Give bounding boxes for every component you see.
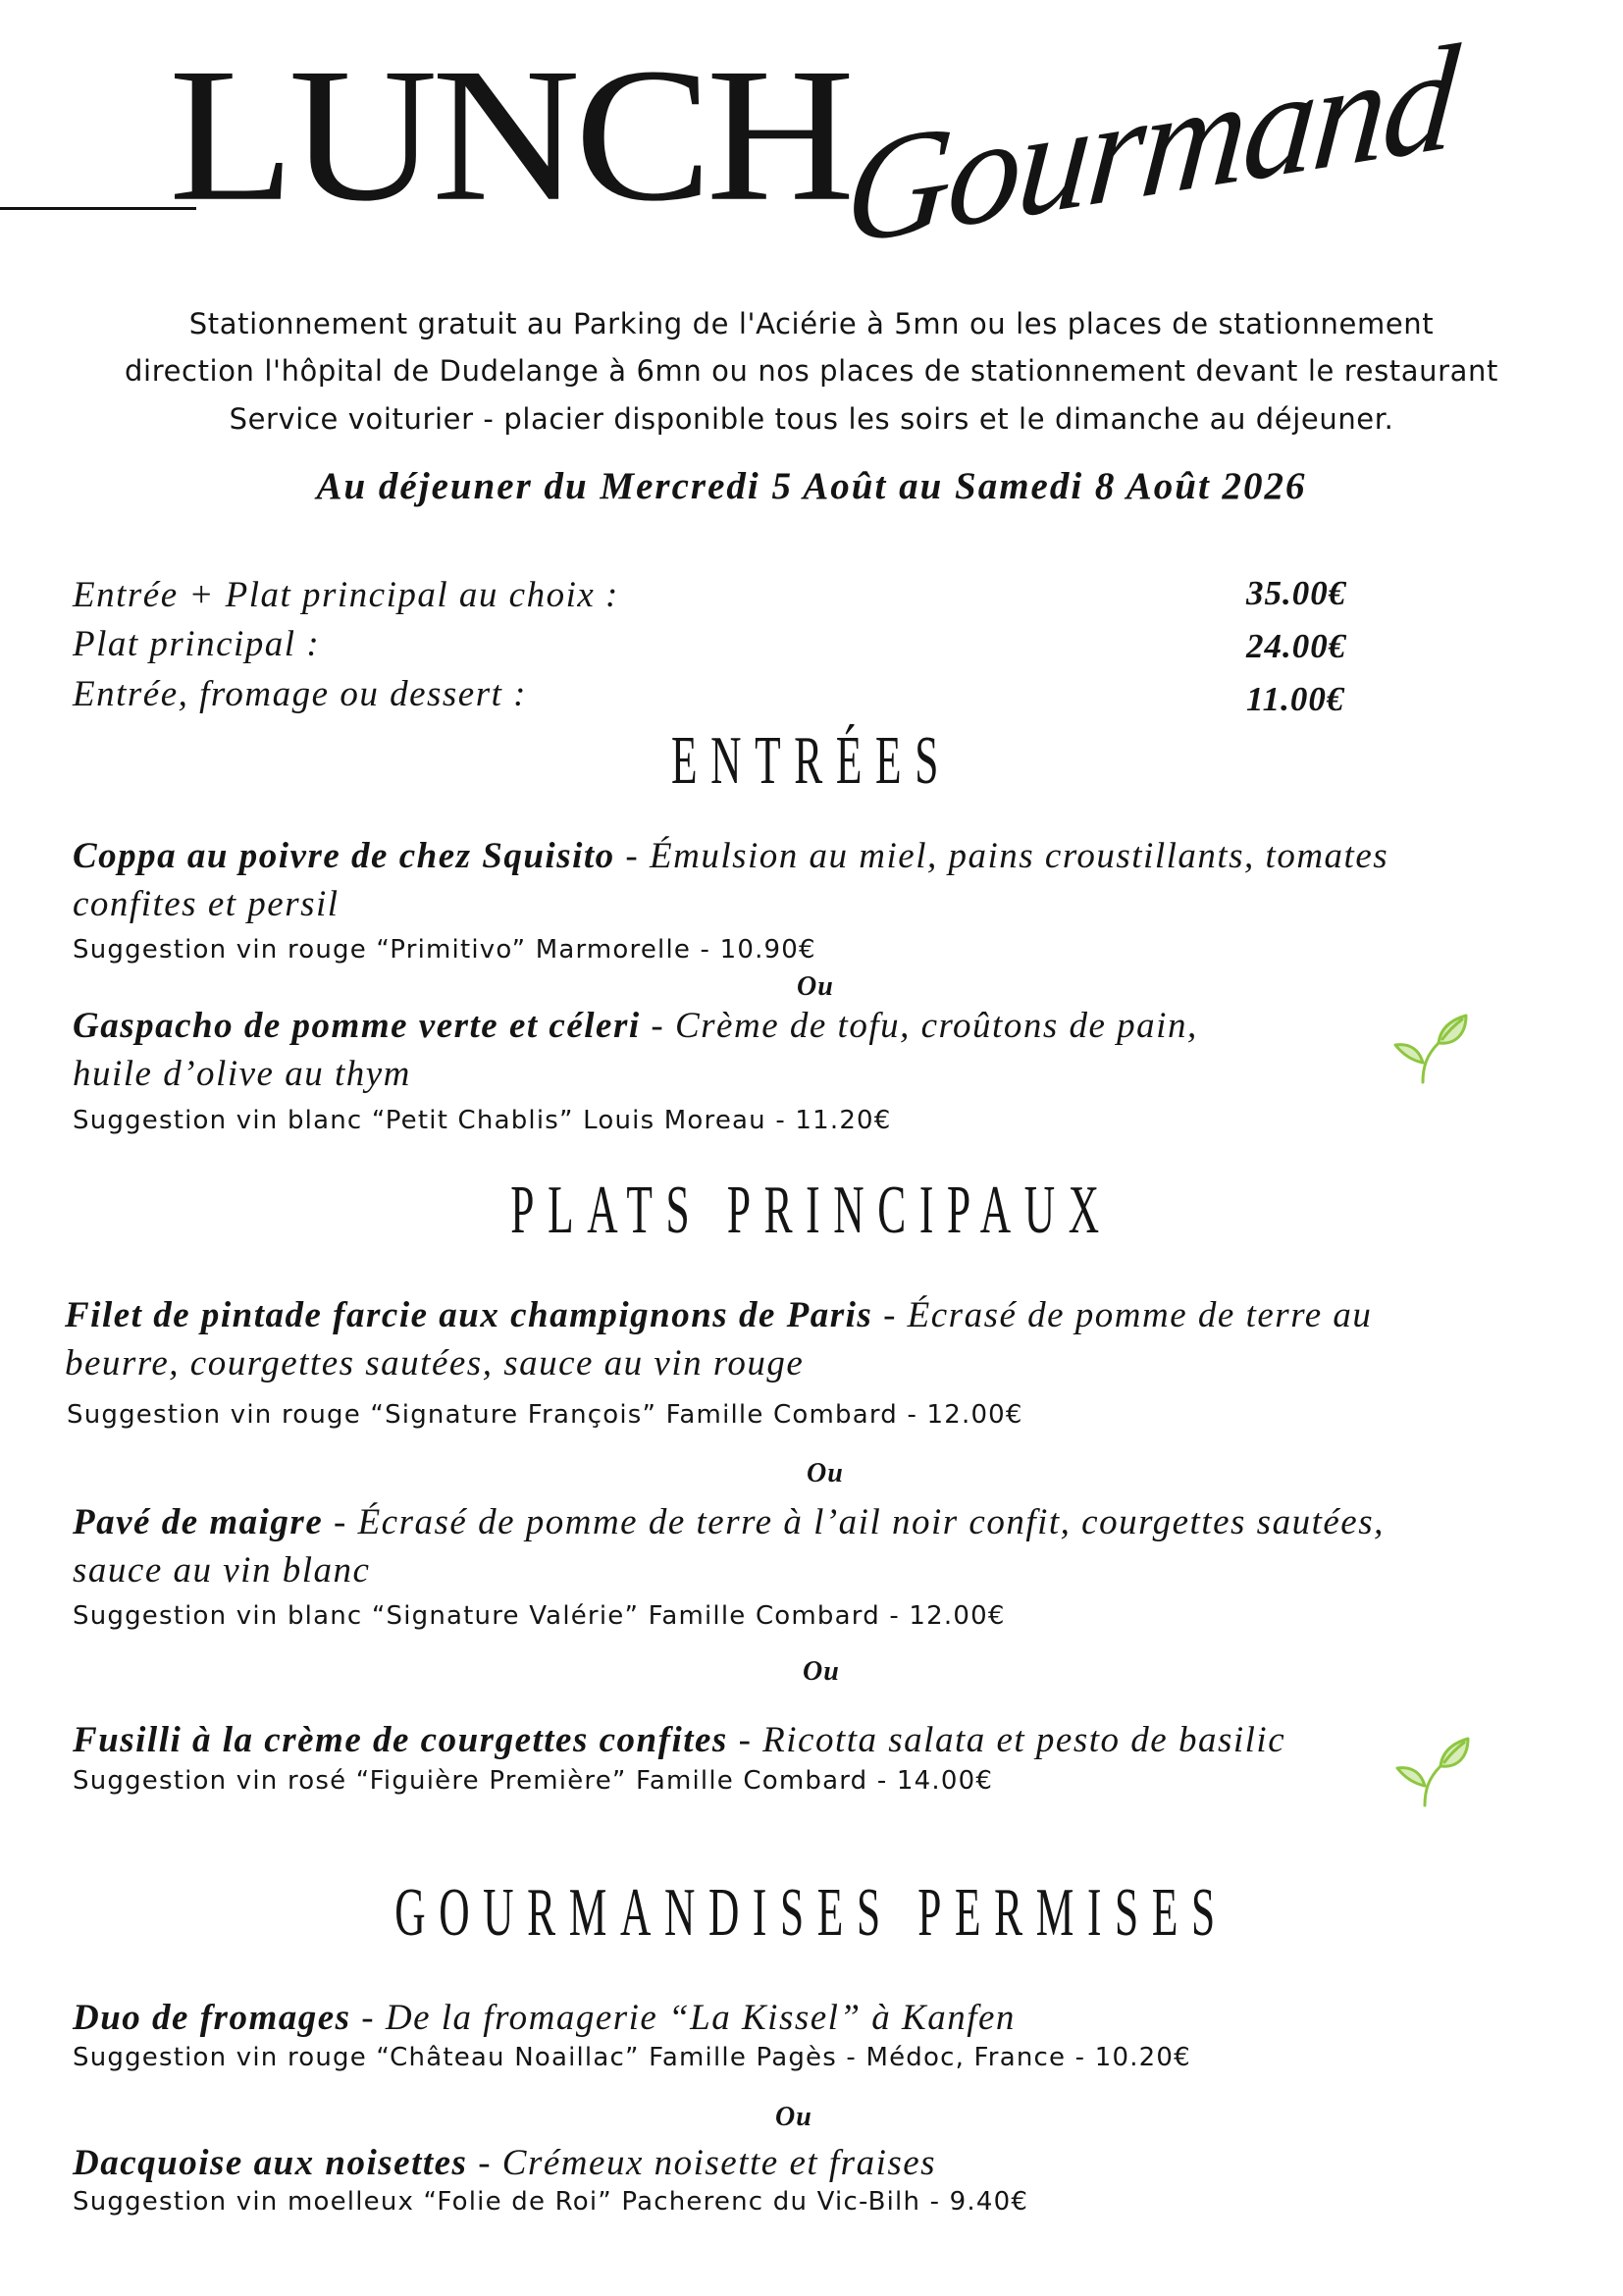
price-label-entree-plat: Entrée + Plat principal au choix : — [73, 575, 619, 615]
section-title-gourmandises: GOURMANDISES PERMISES — [394, 1875, 1229, 1951]
or-separator: Ou — [803, 1656, 840, 1687]
page-subtitle-script: Gourmand — [839, 13, 1462, 278]
dish-plat-3 — [73, 1716, 1535, 1764]
dish-description-cont: sauce au vin blanc — [73, 1550, 371, 1591]
dish-name: Coppa au poivre de chez Squisito — [73, 836, 615, 876]
dish-separator: - — [872, 1295, 908, 1335]
title-rule — [0, 207, 196, 210]
price-label-plat: Plat principal : — [73, 624, 321, 664]
leaf-icon — [1386, 1727, 1474, 1815]
dish-entree-2 — [73, 1002, 1535, 1098]
price-value-entree-plat: 35.00€ — [1246, 574, 1347, 612]
dish-entree-1 — [73, 832, 1535, 928]
price-label-entree-fromage-dessert: Entrée, fromage ou dessert : — [73, 674, 527, 714]
dish-plat-2 — [73, 1498, 1535, 1594]
wine-suggestion: Suggestion vin rouge “Signature François” Famille Combard - 12.00€ — [67, 1400, 1023, 1430]
page-title: LUNCH — [169, 28, 850, 241]
dish-description: Crémeux noisette et fraises — [501, 2143, 937, 2183]
dish-separator: - — [467, 2143, 502, 2183]
or-separator: Ou — [797, 971, 834, 1002]
dish-name: Filet de pintade farcie aux champignons de Paris — [65, 1295, 873, 1335]
dish-description: Crème de tofu, croûtons de pain, — [674, 1006, 1198, 1046]
dish-name: Dacquoise aux noisettes — [73, 2143, 468, 2183]
wine-suggestion: Suggestion vin rouge “Primitivo” Marmorelle - 10.90€ — [73, 935, 816, 965]
wine-suggestion: Suggestion vin blanc “Petit Chablis” Louis Moreau - 11.20€ — [73, 1106, 892, 1135]
dish-name: Gaspacho de pomme verte et céleri — [73, 1006, 641, 1046]
dish-description: De la fromagerie “La Kissel” à Kanfen — [385, 1998, 1016, 2038]
price-value-plat: 24.00€ — [1246, 627, 1347, 665]
dish-description-cont: huile d’olive au thym — [73, 1054, 411, 1094]
dish-description-cont: confites et persil — [73, 884, 340, 924]
date-line: Au déjeuner du Mercredi 5 Août au Samedi 8 Août 2026 — [316, 465, 1307, 507]
info-line-2: direction l'hôpital de Dudelange à 6mn ou nos places de stationnement devant le restaurant — [125, 354, 1498, 388]
section-title-plats: PLATS PRINCIPAUX — [510, 1173, 1113, 1248]
or-separator: Ou — [775, 2102, 812, 2132]
dish-plat-1 — [65, 1291, 1527, 1387]
dish-description: Émulsion au miel, pains croustillants, tomates — [650, 836, 1389, 876]
dish-description: Ricotta salata et pesto de basilic — [762, 1720, 1286, 1760]
wine-suggestion: Suggestion vin rosé “Figuière Première” Famille Combard - 14.00€ — [73, 1766, 994, 1796]
dish-gourmandise-1 — [73, 1994, 1535, 2042]
dish-separator: - — [350, 1998, 386, 2038]
wine-suggestion: Suggestion vin rouge “Château Noaillac” Famille Pagès - Médoc, France - 10.20€ — [73, 2043, 1191, 2072]
dish-description: Écrasé de pomme de terre au — [907, 1295, 1373, 1335]
dish-separator: - — [323, 1502, 358, 1542]
wine-suggestion: Suggestion vin blanc “Signature Valérie” Famille Combard - 12.00€ — [73, 1601, 1006, 1631]
leaf-icon — [1384, 1006, 1472, 1094]
price-value-entree-fromage-dessert: 11.00€ — [1246, 680, 1345, 718]
info-line-3: Service voiturier - placier disponible tous les soirs et le dimanche au déjeuner. — [229, 402, 1394, 436]
dish-separator: - — [640, 1006, 675, 1046]
dish-name: Pavé de maigre — [73, 1502, 324, 1542]
section-title-entrees: ENTRÉES — [671, 723, 952, 799]
dish-name: Fusilli à la crème de courgettes confites — [73, 1720, 728, 1760]
dish-separator: - — [614, 836, 650, 876]
info-line-1: Stationnement gratuit au Parking de l'Aciérie à 5mn ou les places de stationnement — [188, 307, 1435, 340]
dish-gourmandise-2 — [73, 2139, 1535, 2187]
or-separator: Ou — [807, 1458, 844, 1488]
dish-name: Duo de fromages — [73, 1998, 351, 2038]
dish-separator: - — [727, 1720, 763, 1760]
wine-suggestion: Suggestion vin moelleux “Folie de Roi” Pacherenc du Vic-Bilh - 9.40€ — [73, 2187, 1029, 2217]
dish-description-cont: beurre, courgettes sautées, sauce au vin rouge — [65, 1343, 805, 1383]
dish-description: Écrasé de pomme de terre à l’ail noir confit, courgettes sautées, — [357, 1502, 1385, 1542]
